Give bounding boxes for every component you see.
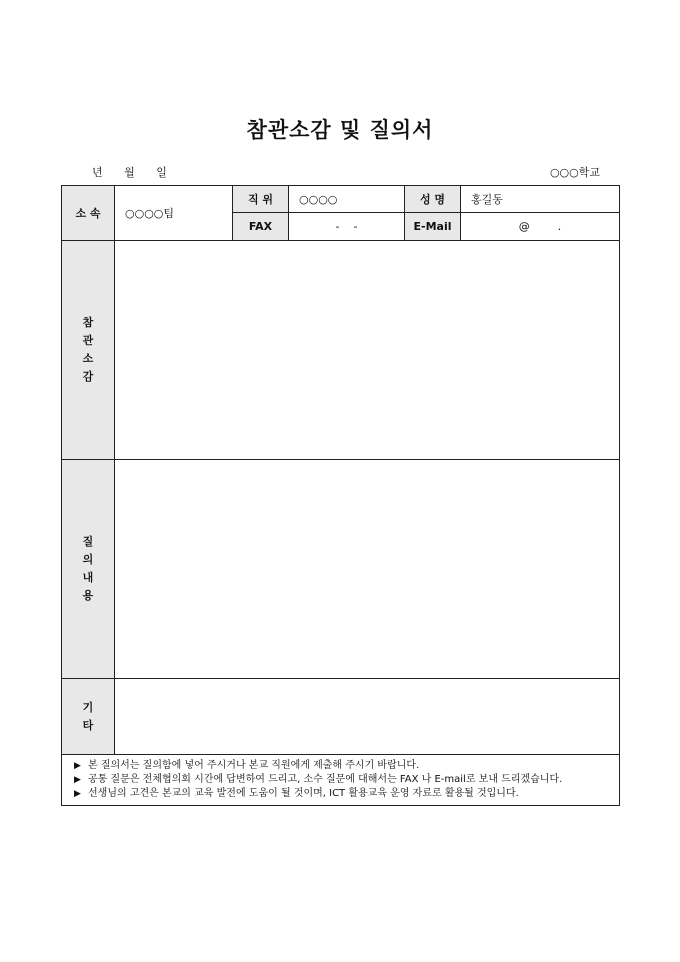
fax-label: FAX <box>233 213 289 241</box>
email-label: E-Mail <box>405 213 461 241</box>
arrow-bullet-icon: ▶ <box>74 789 81 799</box>
date-day: 일 <box>156 166 167 179</box>
name-field[interactable]: 홍길동 <box>461 186 620 213</box>
other-section-label: 기 타 <box>62 679 115 755</box>
note-item <box>74 773 611 787</box>
question-section-label: 질 의 내 용 <box>62 460 115 679</box>
fax-field[interactable]: - - <box>289 213 405 241</box>
name-label: 성 명 <box>405 186 461 213</box>
other-textarea[interactable] <box>115 679 620 755</box>
arrow-bullet-icon: ▶ <box>74 775 81 785</box>
document-title: 참관소감 및 질의서 <box>246 118 434 142</box>
question-textarea[interactable] <box>115 460 620 679</box>
arrow-bullet-icon: ▶ <box>74 761 81 771</box>
date-month: 월 <box>124 166 135 179</box>
date-year: 년 <box>92 166 103 179</box>
note-text: 본 질의서는 질의함에 넣어 주시거나 본교 직원에게 제출해 주시기 바랍니다. <box>88 760 420 771</box>
impression-section-label: 참 관 소 감 <box>62 241 115 460</box>
affiliation-field[interactable]: ○○○○팀 <box>115 186 233 241</box>
date-line <box>92 164 185 180</box>
note-item <box>74 787 611 801</box>
email-field[interactable]: @ . <box>461 213 620 241</box>
note-item <box>74 759 611 773</box>
affiliation-label: 소 속 <box>62 186 115 241</box>
school-name: ○○○학교 <box>549 166 600 179</box>
note-text: 공통 질문은 전체협의회 시간에 답변하여 드리고, 소수 질문에 대해서는 FAX 나 E-mail로 보내 드리겠습니다. <box>88 774 563 785</box>
position-field[interactable]: ○○○○ <box>289 186 405 213</box>
impression-textarea[interactable] <box>115 241 620 460</box>
note-text: 선생님의 고견은 본교의 교육 발전에 도움이 될 것이며, ICT 활용교육 운영 자료로 활용될 것입니다. <box>88 788 519 799</box>
notes-box <box>62 755 620 806</box>
position-label: 직 위 <box>233 186 289 213</box>
inquiry-form-table <box>61 185 620 806</box>
